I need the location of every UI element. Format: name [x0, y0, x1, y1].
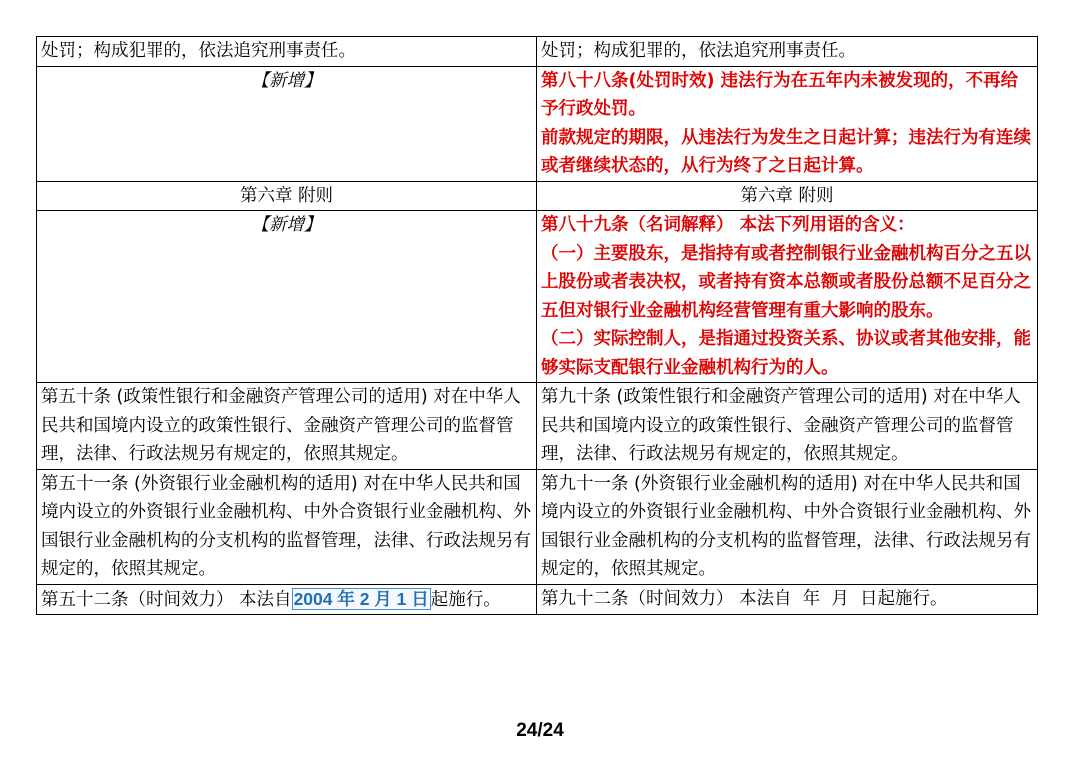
- table-row: [37, 211, 1038, 383]
- page-number: 24/24: [516, 720, 564, 741]
- new-text-cell: 处罚；构成犯罪的，依法追究刑事责任。: [537, 37, 1038, 67]
- article-88-paragraph: 前款规定的期限，从违法行为发生之日起计算；违法行为有连续或者继续状态的，从行为终了之日起计算。: [541, 127, 1031, 176]
- article-88-paragraph: 第八十八条(处罚时效) 违法行为在五年内未被发现的，不再给予行政处罚。: [541, 70, 1019, 119]
- new-article-cell: [537, 66, 1038, 181]
- highlighted-date: 2004 年 2 月 1 日: [293, 588, 429, 609]
- new-text-cell: 第九十条 (政策性银行和金融资产管理公司的适用) 对在中华人民共和国境内设立的政策性银行、金融资产管理公司的监督管理，法律、行政法规另有规定的，依照其规定。: [537, 383, 1038, 470]
- table-row: [37, 66, 1038, 181]
- comparison-table: [36, 36, 1038, 615]
- new-text-cell: 第九十二条（时间效力） 本法自 年 月 日起施行。: [537, 584, 1038, 615]
- added-marker: 【新增】: [37, 211, 537, 383]
- article-89-paragraph: 第八十九条（名词解释） 本法下列用语的含义：: [541, 215, 915, 235]
- new-article-cell: [537, 211, 1038, 383]
- new-text-cell: 第九十一条 (外资银行业金融机构的适用) 对在中华人民共和国境内设立的外资银行业金融机构、中外合资银行业金融机构、外国银行业金融机构的分支机构的监督管理，法律、行政法规另有规定的，依照其规定。: [537, 469, 1038, 584]
- old-text-cell: [37, 584, 537, 615]
- table-row: [37, 584, 1038, 615]
- table-row: [37, 37, 1038, 67]
- chapter-heading: 第六章 附则: [537, 181, 1038, 211]
- effective-clause-prefix: 第五十二条（时间效力） 本法自: [41, 589, 292, 610]
- article-89-paragraph: （一）主要股东，是指持有或者控制银行业金融机构百分之五以上股份或者表决权，或者持有资本总额或者股份总额不足百分之五但对银行业金融机构经营管理有重大影响的股东。: [541, 243, 1031, 321]
- table-row: [37, 469, 1038, 584]
- old-text-cell: 第五十一条 (外资银行业金融机构的适用) 对在中华人民共和国境内设立的外资银行业金融机构、中外合资银行业金融机构、外国银行业金融机构的分支机构的监督管理，法律、行政法规另有规定的，依照其规定。: [37, 469, 537, 584]
- effective-clause-suffix: 起施行。: [430, 589, 501, 610]
- chapter-heading: 第六章 附则: [37, 181, 537, 211]
- article-89-paragraph: （二）实际控制人，是指通过投资关系、协议或者其他安排，能够实际支配银行业金融机构行为的人。: [541, 329, 1031, 378]
- table-row: [37, 383, 1038, 470]
- old-text-cell: 第五十条 (政策性银行和金融资产管理公司的适用) 对在中华人民共和国境内设立的政策性银行、金融资产管理公司的监督管理，法律、行政法规另有规定的，依照其规定。: [37, 383, 537, 470]
- added-marker: 【新增】: [37, 66, 537, 181]
- old-text-cell: 处罚；构成犯罪的，依法追究刑事责任。: [37, 37, 537, 67]
- table-row: [37, 181, 1038, 211]
